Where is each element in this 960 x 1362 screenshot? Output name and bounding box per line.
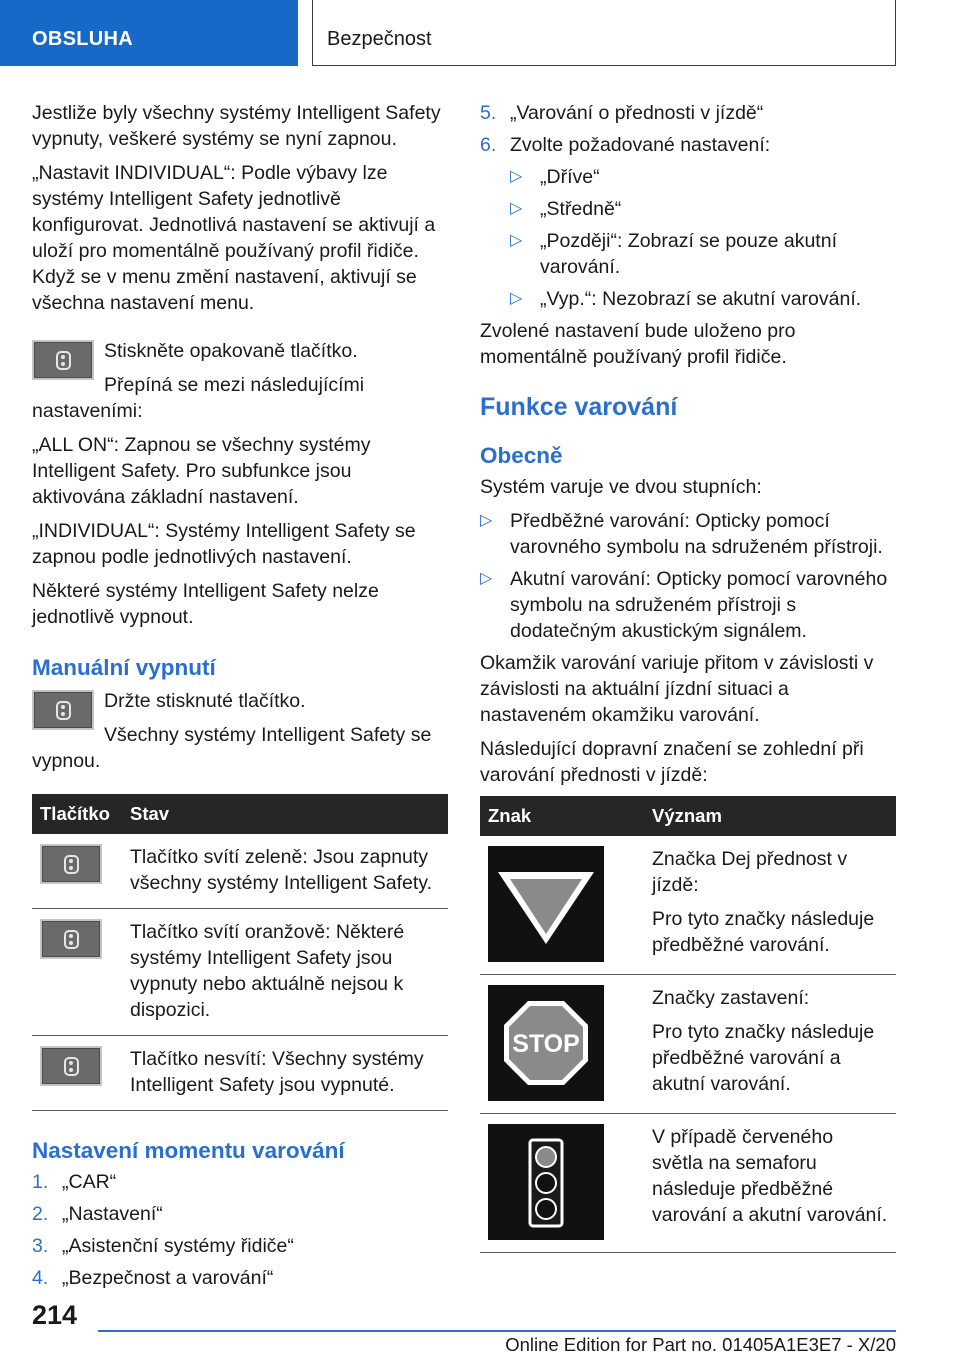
intelligent-safety-button-icon: [40, 919, 102, 959]
footer-divider: [98, 1330, 896, 1332]
heading-manual-off: Manuální vypnutí: [32, 655, 216, 680]
triangle-bullet-icon: ▷: [510, 232, 523, 249]
all-systems-off-text: Všechny systémy Intelligent Safety se vypnou.: [32, 724, 432, 772]
list-item: 3. „Asistenční systémy řidiče“: [32, 1235, 294, 1257]
table-row: [32, 1036, 448, 1111]
header-chapter-label: Bezpečnost: [327, 28, 432, 50]
list-item: 1. „CAR“: [32, 1171, 117, 1193]
table-row: [32, 834, 448, 909]
heading-general: Obecně: [480, 443, 563, 468]
two-stage-text: Systém varuje ve dvou stupních:: [480, 476, 762, 498]
cannot-disable-note: Některé systémy Intelligent Safety nelze jednotlivě vypnout.: [32, 580, 379, 628]
triangle-bullet-icon: ▷: [480, 512, 493, 529]
hold-button-instruction: [32, 688, 448, 714]
steps-list-right: [480, 100, 896, 158]
list-item: ▷ „Středně“: [510, 198, 622, 220]
stop-sign-text: STOP: [512, 1030, 580, 1058]
switch-between-text: Přepíná se mezi následujícími nastaveními:: [32, 374, 365, 422]
status-green-text: Tlačítko svítí zeleně: Jsou zapnuty všechny systémy Intelligent Safety.: [122, 834, 448, 909]
left-column: [32, 100, 448, 1297]
yield-sign-icon: [488, 846, 604, 962]
list-item: 2. „Nastavení“: [32, 1203, 163, 1225]
list-item: 4. „Bezpečnost a varování“: [32, 1267, 274, 1289]
list-item: ▷ „Vyp.“: Nezobrazí se akutní varování.: [510, 288, 862, 310]
triangle-bullet-icon: ▷: [510, 200, 523, 217]
intelligent-safety-button-icon: [32, 340, 94, 380]
press-repeatedly-text: Stiskněte opakovaně tlačítko.: [104, 340, 358, 362]
heading-warning-timing: Nastavení momentu varování: [32, 1138, 345, 1163]
triangle-bullet-icon: ▷: [510, 290, 523, 307]
paragraph-all-off-restored: Jestliže byly všechny systémy Intelligent Safety vypnuty, veškeré systémy se nyní zapnou.: [32, 102, 441, 150]
intelligent-safety-button-icon: [32, 690, 94, 730]
table-header-button: Tlačítko: [32, 794, 122, 834]
list-item: ▷ „Dříve“: [510, 166, 600, 188]
saved-setting-text: Zvolené nastavení bude uloženo pro momentálně používaný profil řidiče.: [480, 320, 796, 368]
header-section-tab: [0, 0, 298, 66]
list-item: ▷ Předběžné varování: Opticky pomocí varovného symbolu na sdruženém přístroji.: [480, 510, 883, 558]
status-off-text: Tlačítko nesvítí: Všechny systémy Intelligent Safety jsou vypnuté.: [122, 1036, 448, 1111]
traffic-signs-table: [480, 796, 896, 1253]
intelligent-safety-button-icon: [40, 1046, 102, 1086]
traffic-light-icon: [488, 1124, 604, 1240]
triangle-bullet-icon: ▷: [480, 570, 493, 587]
table-header-meaning: Význam: [644, 796, 896, 836]
table-row: [32, 909, 448, 1036]
table-row: [480, 1114, 896, 1253]
stages-list: [480, 508, 896, 644]
header-chapter-tab: [312, 0, 896, 66]
yield-sign-label: Značka Dej přednost v jízdě:: [652, 848, 848, 896]
intelligent-safety-button-icon: [40, 844, 102, 884]
table-row: [480, 975, 896, 1114]
footer-edition: Online Edition for Part no. 01405A1E3E7 - X/20: [505, 1334, 896, 1355]
heading-warning-function: Funkce varování: [480, 393, 678, 421]
yield-sign-note: Pro tyto značky následuje předběžné varování.: [652, 908, 875, 956]
options-list: [480, 164, 896, 312]
triangle-bullet-icon: ▷: [510, 168, 523, 185]
stop-sign-label: Značky zastavení:: [652, 987, 810, 1009]
table-row: [480, 836, 896, 975]
press-button-instruction: [32, 338, 448, 364]
steps-list-left: [32, 1169, 448, 1291]
hold-button-text: Držte stisknuté tlačítko.: [104, 690, 306, 712]
list-item: 5. „Varování o přednosti v jízdě“: [480, 102, 764, 124]
right-column: [480, 100, 896, 1253]
list-item: 6. Zvolte požadované nastavení:: [480, 134, 771, 156]
table-header-status: Stav: [122, 794, 448, 834]
timing-text: Okamžik varování variuje přitom v závislosti v závislosti na aktuální jízdní situaci a nastaveném okamžiku varování.: [480, 652, 874, 726]
signs-intro-text: Následující dopravní značení se zohlední při varování přednosti v jízdě:: [480, 738, 864, 786]
button-status-table: [32, 794, 448, 1111]
stop-sign-note: Pro tyto značky následuje předběžné varování a akutní varování.: [652, 1021, 875, 1095]
table-header-sign: Znak: [480, 796, 644, 836]
page-number: 214: [32, 1300, 78, 1330]
all-on-description: „ALL ON“: Zapnou se všechny systémy Intelligent Safety. Pro subfunkce jsou aktivována základní nastavení.: [32, 434, 371, 508]
stop-sign-icon: [488, 985, 604, 1101]
list-item: ▷ Akutní varování: Opticky pomocí varovného symbolu na sdruženém přístroji s dodatečným akustickým signálem.: [480, 568, 888, 642]
status-orange-text: Tlačítko svítí oranžově: Některé systémy Intelligent Safety jsou vypnuty nebo aktuálně nejsou k dispozici.: [122, 909, 448, 1036]
traffic-light-note: V případě červeného světla na semaforu následuje předběžné varování a akutní varování.: [652, 1126, 888, 1226]
paragraph-individual-setting: „Nastavit INDIVIDUAL“: Podle výbavy lze systémy Intelligent Safety jednotlivě konfigurovat. Jednotlivá nastavení se aktivují a uloží pro momentálně používaný profil řidiče. Když se v menu změní nastavení, aktivují se všechna nastavení menu.: [32, 162, 436, 314]
header-section-label: OBSLUHA: [32, 28, 133, 50]
list-item: ▷ „Později“: Zobrazí se pouze akutní varování.: [510, 230, 837, 278]
individual-description: „INDIVIDUAL“: Systémy Intelligent Safety se zapnou podle jednotlivých nastavení.: [32, 520, 416, 568]
